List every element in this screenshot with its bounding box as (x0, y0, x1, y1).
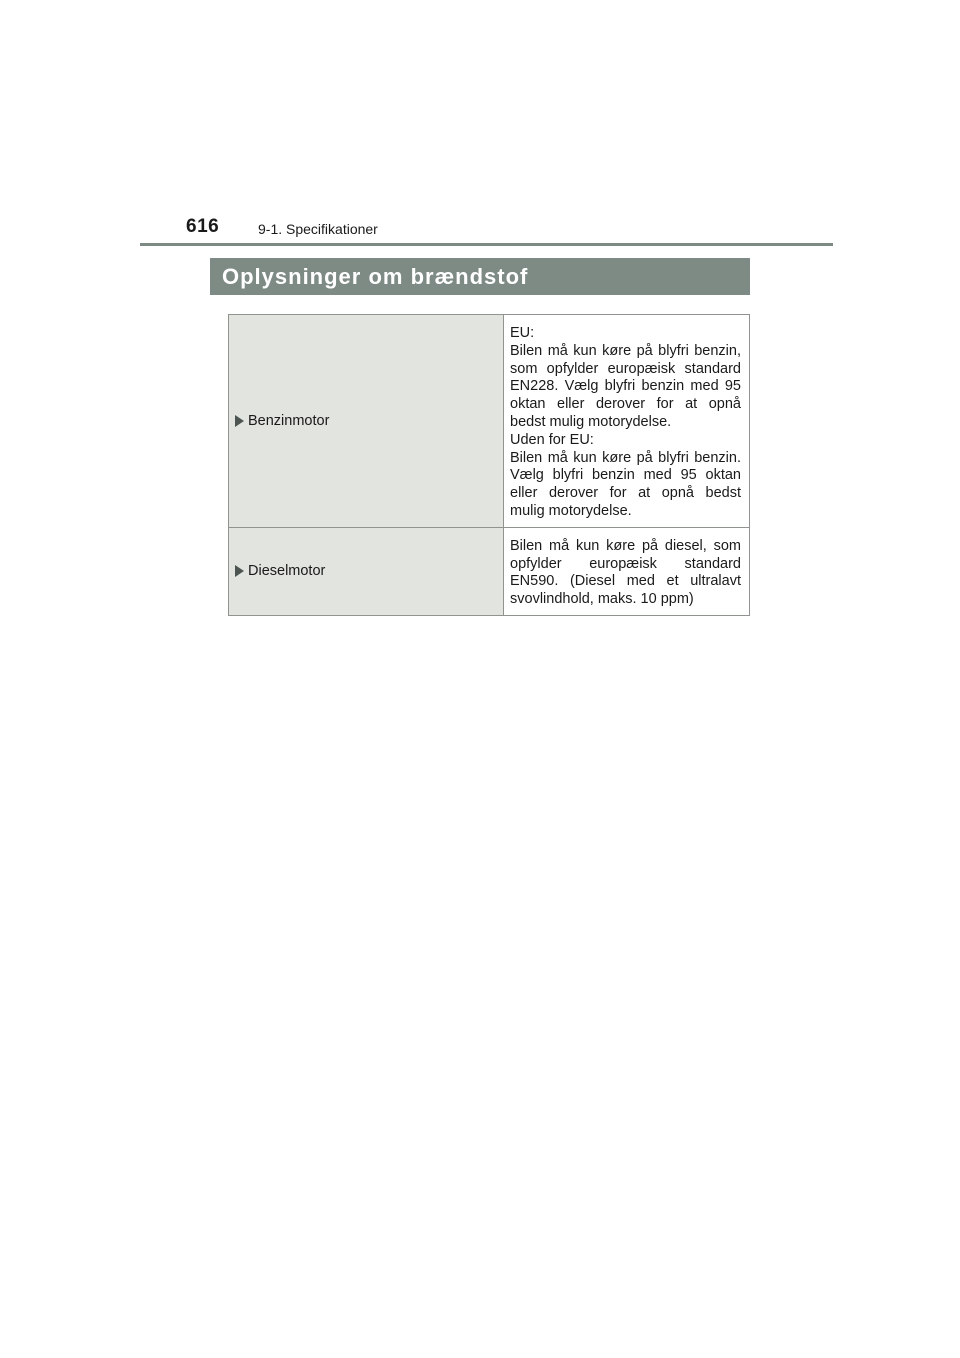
petrol-eu-heading: EU: (510, 325, 535, 341)
petrol-eu-text: Bilen må kun køre på blyfri benzin, som opfylder europæisk standard EN228. Vælg blyfri benzin med 95 oktan eller derover for at opnå bedst mulig motorydelse. (510, 342, 741, 430)
label-cell-petrol (229, 315, 504, 528)
header-divider (140, 243, 833, 246)
page-title: Oplysninger om brændstof (222, 263, 529, 289)
table-row-diesel (229, 527, 750, 615)
value-cell-petrol (504, 315, 750, 528)
value-cell-diesel (504, 527, 750, 615)
section-title: 9-1. Specifikationer (258, 221, 378, 237)
triangle-bullet-icon (235, 565, 244, 577)
petrol-non-eu-heading: Uden for EU: (510, 431, 594, 448)
fuel-spec-table (228, 314, 750, 616)
row-label-diesel: Dieselmotor (248, 563, 326, 580)
triangle-bullet-icon (235, 415, 244, 427)
title-bar (210, 258, 750, 295)
label-cell-diesel (229, 527, 504, 615)
table-row-petrol (229, 315, 750, 528)
row-label-petrol: Benzinmotor (248, 412, 330, 429)
diesel-text: Bilen må kun køre på diesel, som opfylder europæisk standard EN590. (Diesel med et ultralavt svovlindhold, maks. 10 ppm) (510, 537, 741, 608)
petrol-non-eu-text: Bilen må kun køre på blyfri benzin. Vælg blyfri benzin med 95 oktan eller derover for at opnå bedst mulig motorydelse. (510, 449, 741, 519)
page-number: 616 (186, 216, 220, 237)
